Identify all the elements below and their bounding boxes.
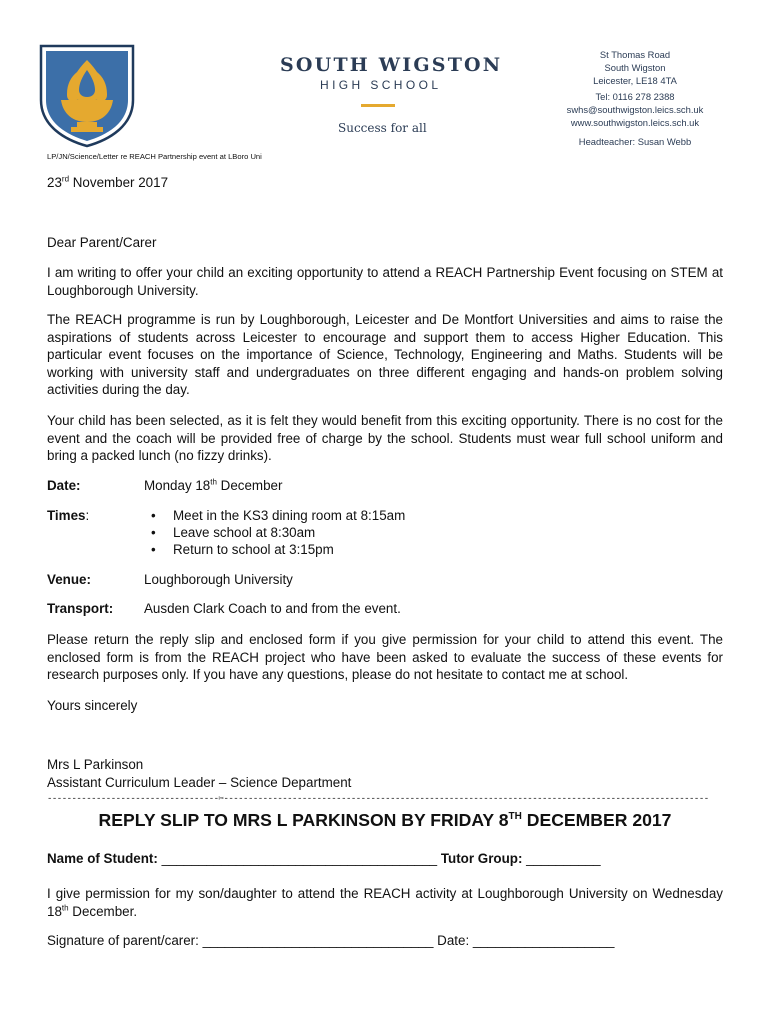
website-address: www.southwigston.leics.sch.uk	[570, 116, 700, 128]
venue-value: Loughborough University	[144, 572, 293, 587]
closing: Yours sincerely	[47, 698, 138, 713]
salutation: Dear Parent/Carer	[47, 235, 157, 250]
list-item: • Leave school at 8:30am	[145, 525, 405, 542]
address-line-2: South Wigston	[604, 61, 666, 73]
signature-line[interactable]	[47, 932, 723, 950]
crest-bowl-base	[77, 122, 97, 127]
date-rest: November 2017	[69, 175, 169, 190]
paragraph-1: I am writing to offer your child an exciting opportunity to attend a REACH Partnership Event focusing on STEM at Loughborough University.	[47, 265, 723, 298]
crest-bowl-foot	[71, 127, 103, 132]
signature-blank[interactable]: _______________________________	[198, 933, 438, 948]
signatory-name: Mrs L Parkinson	[47, 757, 144, 772]
cut-line-scissors: -----------------------------------✂---------------------------------------------------------------------------------------------------	[47, 794, 709, 804]
tutor-group-label: Tutor Group:	[440, 851, 523, 866]
school-subtitle: HIGH SCHOOL	[320, 78, 442, 92]
times-list	[145, 508, 405, 558]
letter-date	[47, 174, 723, 192]
reply-date-label: Date:	[437, 933, 470, 948]
school-contact-block	[560, 49, 710, 149]
letter-reference: LP/JN/Science/Letter re REACH Partnership event at LBoro Uni	[47, 152, 262, 161]
date-suffix: rd	[61, 174, 70, 184]
school-motto: Success for all	[338, 121, 427, 135]
reply-date-blank[interactable]: ___________________	[469, 933, 615, 948]
date-label: Date:	[47, 478, 81, 493]
headteacher: Headteacher: Susan Webb	[578, 135, 692, 147]
date-value: Monday 18th December	[144, 477, 283, 493]
telephone: Tel: 0116 278 2388	[595, 91, 675, 103]
student-name-line[interactable]	[47, 850, 723, 868]
transport-label: Transport:	[47, 601, 114, 616]
times-label: Times:	[47, 508, 90, 523]
transport-value: Ausden Clark Coach to and from the event.	[144, 601, 401, 616]
school-name: SOUTH WIGSTON	[280, 54, 503, 76]
address-line-3: Leicester, LE18 4TA	[593, 74, 677, 86]
student-name-label: Name of Student:	[47, 851, 158, 866]
student-name-blank[interactable]: _____________________________________	[157, 851, 441, 866]
date-day: 23	[47, 175, 62, 190]
list-item: • Meet in the KS3 dining room at 8:15am	[145, 508, 405, 525]
tutor-group-blank[interactable]: __________	[522, 851, 601, 866]
paragraph-3: Your child has been selected, as it is felt they would benefit from this exciting opportunity. There is no cost for the event and the coach will be provided free of charge by the school. Students must wear full school uniform and bring a packed lunch (no fizzy drinks).	[47, 413, 723, 464]
paragraph-4: Please return the reply slip and enclosed form if you give permission for your child to attend this event. The enclosed form is from the REACH project who have been asked to evaluate the success of these events for research purposes only. If you have any questions, please do not hesitate to contact me at school.	[47, 632, 723, 683]
address-line-1: St Thomas Road	[599, 49, 671, 60]
school-crest-logo	[37, 44, 137, 148]
signature-label: Signature of parent/carer:	[47, 933, 199, 948]
signatory-title: Assistant Curriculum Leader – Science Department	[47, 775, 352, 790]
email-address: swhs@southwigston.leics.sch.uk	[566, 104, 704, 116]
gold-divider	[361, 104, 395, 107]
venue-label: Venue:	[47, 572, 91, 587]
reply-slip-title: REPLY SLIP TO MRS L PARKINSON BY FRIDAY 8TH DECEMBER 2017	[98, 810, 672, 830]
list-item: • Return to school at 3:15pm	[145, 542, 405, 559]
paragraph-2: The REACH programme is run by Loughborough, Leicester and De Montfort Universities and aims to raise the aspirations of students across Leicester to encourage and support them to access Higher Education. This particular event focuses on the importance of Science, Technology, Engineering and Maths. Students will be working with university staff and undergraduates on three different engaging and hands-on problem solving activities during the day.	[47, 312, 723, 398]
permission-statement: I give permission for my son/daughter to attend the REACH activity at Loughborough University on Wednesday 18th December.	[47, 886, 723, 919]
